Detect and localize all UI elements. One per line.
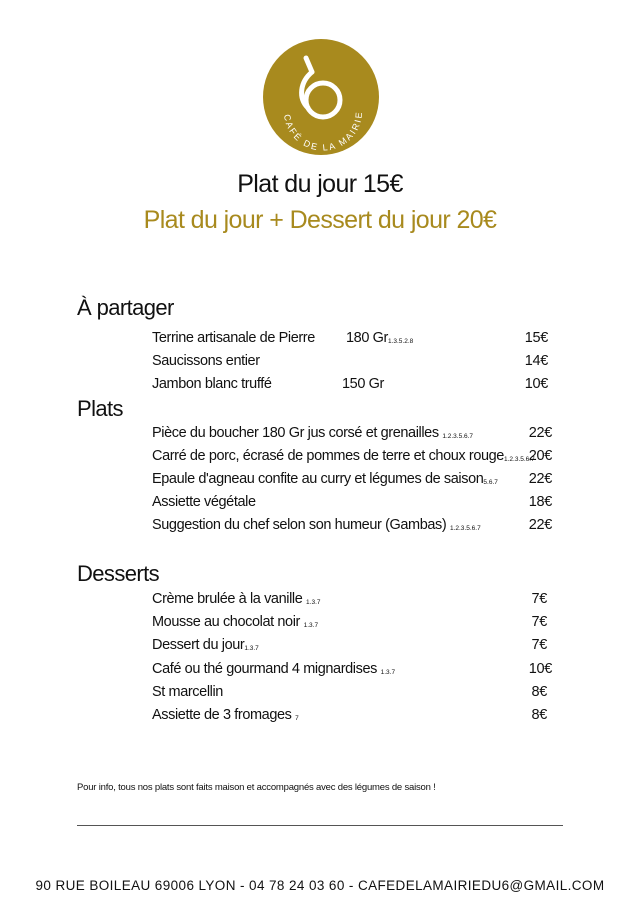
item-name: Mousse au chocolat noir [152,614,300,630]
menu-item [152,376,272,396]
item-price: 7€ [531,637,547,653]
item-price: 20€ [528,448,552,464]
item-price: 8€ [531,684,547,700]
menu-item [152,614,318,634]
menu-item [152,517,481,537]
allergen-codes: 5.6.7 [483,479,498,486]
item-name: Assiette végétale [152,494,256,510]
allergen-codes: 1.3.5.2.8 [387,338,414,345]
allergen-codes: 1.2.3.5.6.7 [503,456,535,463]
allergen-codes: 1.2.3.5.6.7 [449,525,481,532]
item-price: 8€ [531,707,547,723]
item-name: Pièce du boucher 180 Gr jus corsé et grenailles [152,425,439,441]
divider [77,825,563,826]
item-name: Dessert du jour [152,637,245,653]
item-price: 18€ [528,494,552,510]
cafe-logo [262,38,380,156]
item-price: 22€ [528,425,552,441]
item-name: Epaule d'agneau confite au curry et légumes de saison [152,471,484,487]
item-name: Café ou thé gourmand 4 mignardises [152,661,377,677]
info-note: Pour info, tous nos plats sont faits maison et accompagnés avec des légumes de saison ! [77,782,436,793]
item-price: 7€ [531,591,547,607]
item-name: Terrine artisanale de Pierre [152,330,315,346]
menu-item [152,330,315,350]
menu-item [152,494,256,514]
allergen-codes: 7 [295,715,299,722]
menu-item [152,591,321,611]
menu-item [152,425,473,445]
item-price: 7€ [531,614,547,630]
section-title-desserts: Desserts [77,561,159,586]
item-price: 22€ [528,471,552,487]
item-name: Assiette de 3 fromages [152,707,292,723]
item-name: Carré de porc, écrasé de pommes de terre et choux rouge [152,448,504,464]
menu-item [152,637,259,657]
allergen-codes: 1.3.7 [303,622,319,629]
menu-item [152,684,223,704]
plat-du-jour-title: Plat du jour 15€ [237,170,403,198]
menu-item [152,707,299,727]
logo-text: CAFÉ DE LA MAIRIE [281,110,365,153]
allergen-codes: 1.3.7 [306,599,321,606]
item-name: Jambon blanc truffé [152,376,272,392]
menu-item [152,448,535,468]
section-title-partager: À partager [77,295,174,320]
section-title-plats: Plats [77,396,123,421]
menu-item [152,353,260,373]
allergen-codes: 1.2.3.5.6.7 [442,433,474,440]
item-price: 14€ [524,353,548,369]
item-price: 22€ [528,517,552,533]
item-name: Crème brulée à la vanille [152,591,303,607]
item-name: Saucissons entier [152,353,260,369]
allergen-codes: 1.3.7 [380,669,396,676]
item-price: 10€ [528,661,552,677]
footer-address: 90 RUE BOILEAU 69006 LYON - 04 78 24 03 60 - CAFEDELAMAIRIEDU6@GMAIL.COM [35,878,605,893]
item-price: 10€ [524,376,548,392]
item-weight: 150 Gr [342,376,384,392]
item-price: 15€ [524,330,548,346]
item-weight: 180 Gr1.3.5.2.8 [346,330,414,346]
item-name: Suggestion du chef selon son humeur (Gambas) [152,517,447,533]
allergen-codes: 1.3.7 [244,645,259,652]
plat-dessert-title: Plat du jour + Dessert du jour 20€ [143,206,497,234]
menu-item [152,471,498,491]
item-name: St marcellin [152,684,223,700]
menu-item [152,661,395,681]
